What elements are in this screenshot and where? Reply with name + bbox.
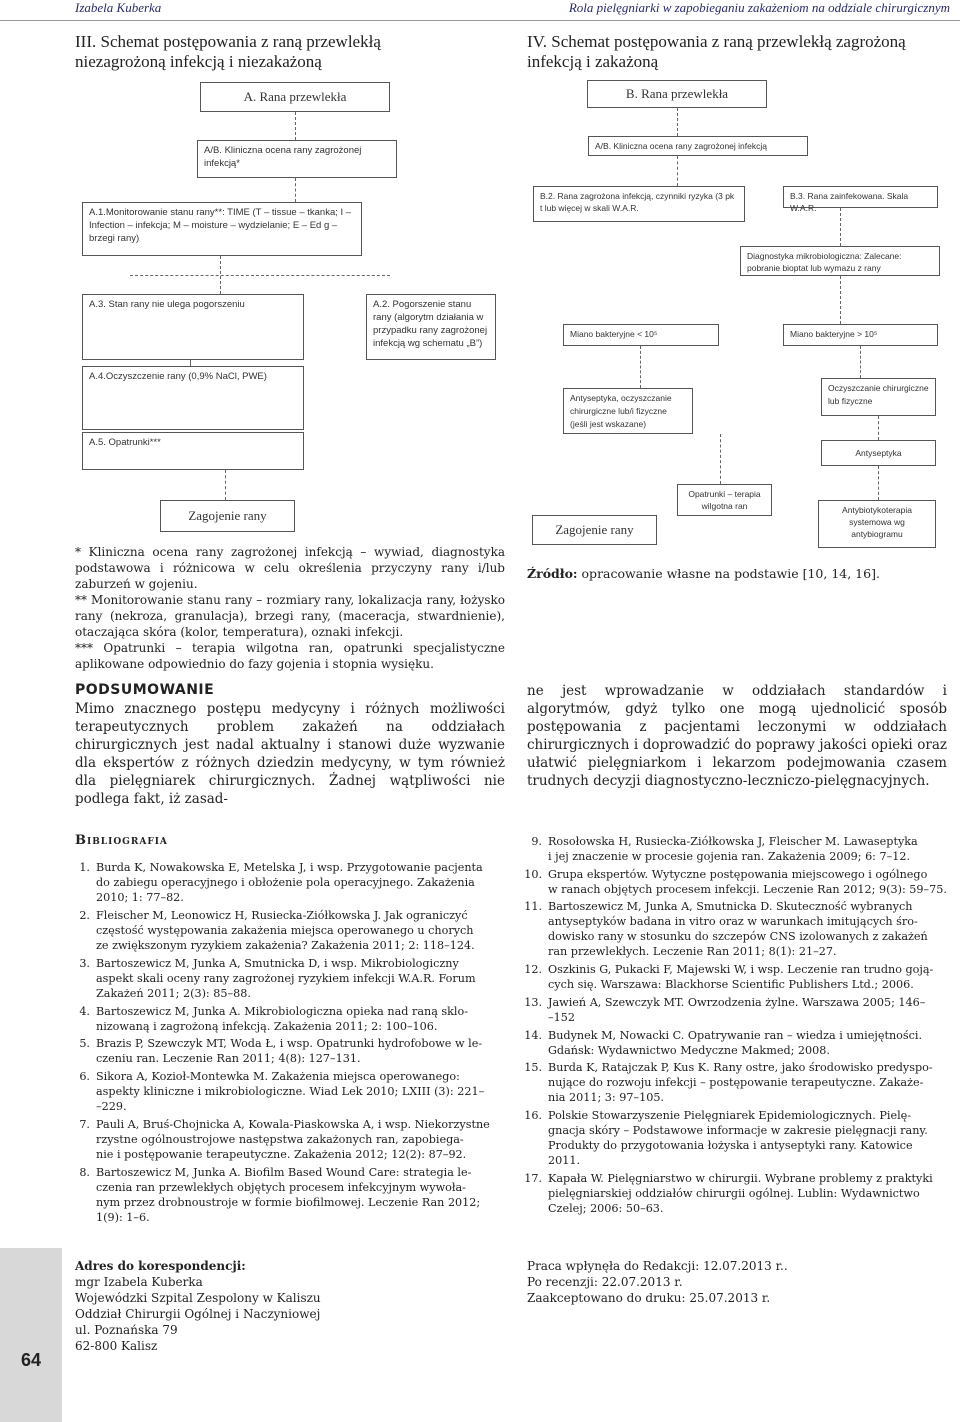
summary-title: PODSUMOWANIE (75, 682, 215, 698)
box-healing: Zagojenie rany (160, 500, 295, 532)
reference-line: antyseptyków badana in vitro oraz w warunkach imitujących śro- (548, 915, 918, 929)
reference-item (70, 956, 510, 1002)
reference-line: Produkty do przygotowania łożyska i antyseptyki rany. Katowice (548, 1139, 913, 1153)
reference-line: Oszkinis G, Pukacki F, Majewski W, i wsp. Leczenie ran trudno goją- (548, 963, 934, 977)
reference-number: 12. (524, 963, 542, 977)
box-surgical-cleansing: Oczyszczanie chirurgiczne lub fizyczne (821, 378, 936, 416)
reference-line: nia 2011; 3: 97–105. (548, 1091, 664, 1105)
reference-line: Fleischer M, Leonowicz H, Rusiecka-Ziółkowska J. Jak ograniczyć (96, 908, 468, 922)
reference-line: Sikora A, Kozioł-Montewka M. Zakażenia miejsca operowanego: (96, 1069, 460, 1083)
reference-line: Burda K, Ratajczak P, Kus K. Rany ostre, jako środowisko predyspo- (548, 1061, 933, 1075)
reference-line: –152 (548, 1011, 575, 1024)
reference-number: 3. (79, 956, 90, 970)
reference-line: ze zwiększonym ryzykiem zakażenia? Zakażenia 2011; 2: 118–124. (96, 938, 475, 952)
footnote-1: * Kliniczna ocena rany zagrożonej infekcją – wywiad, diagnostyka podstawowa i różnicowa w celu określenia przyczyny rany i/lub zaburzeń w gojeniu. (75, 545, 505, 591)
reference-item (70, 1069, 510, 1115)
box-antiseptics-cleansing: Antyseptyka, oczyszczanie chirurgiczne lub/i fizyczne (jeśli jest wskazane) (563, 388, 693, 434)
reference-item (522, 867, 952, 898)
correspondence-block (75, 1258, 495, 1354)
reference-number: 7. (79, 1117, 90, 1131)
reference-item (522, 1028, 952, 1059)
connector (295, 178, 297, 202)
address-line: 62-800 Kalisz (75, 1339, 158, 1353)
box-antiseptics: Antyseptyka (821, 440, 936, 466)
box-a4-cleansing: A.4.Oczyszczenie rany (0,9% NaCl, PWE) (82, 366, 304, 430)
box-a3-no-deterioration: A.3. Stan rany nie ulega pogorszeniu (82, 294, 304, 360)
box-microbiology: Diagnostyka mikrobiologiczna: Zalecane: pobranie bioptat lub wymazu z rany (740, 246, 940, 276)
box-ab-clinical-assessment-right: A/B. Kliniczna ocena rany zagrożonej infekcją (588, 136, 808, 156)
reference-line: Polskie Stowarzyszenie Pielęgniarek Epidemiologicznych. Pielę- (548, 1109, 912, 1123)
figure-source (527, 566, 947, 582)
footnotes (75, 544, 505, 672)
summary-text-right: ne jest wprowadzanie w oddziałach standardów i algorytmów, gdyż tylko one mogą ujednolicić sposób postępowania z pacjentami leczonymi w oddziałach chirurgicznych i doprowadzić do poprawy jakości opieki oraz ułatwić pielęgniarkom i lekarzom podejmowania czasem trudnych decyzji diagnostyczno-leczniczo-pielęgnacyjnych. (527, 683, 947, 789)
reference-number: 9. (531, 835, 542, 848)
connector (130, 275, 390, 277)
box-ab-clinical-assessment: A/B. Kliniczna ocena rany zagrożonej infekcją* (197, 140, 397, 178)
reference-line: częstość występowania zakażenia miejsca operowanego u chorych (96, 923, 474, 937)
box-b2-risk-wound: B.2. Rana zagrożona infekcją, czynniki ryzyka (3 pk t lub więcej w skali W.A.R. (533, 186, 745, 222)
connector (677, 108, 679, 136)
reference-number: 17. (524, 1172, 542, 1186)
reference-item (522, 995, 952, 1026)
reference-line: i jej znaczenie w procesie gojenia ran. Zakażenia 2009; 6: 7–12. (548, 850, 911, 863)
reference-line: Grupa ekspertów. Wytyczne postępowania miejscowego i ogólnego (548, 867, 928, 881)
reference-line: –229. (96, 1099, 127, 1113)
reference-number: 14. (524, 1028, 542, 1042)
reference-item (522, 899, 952, 960)
page-number: 64 (20, 1350, 42, 1370)
box-a2-deterioration: A.2. Pogorszenie stanu rany (algorytm działania w przypadku rany zagrożonej infekcją wg schematu „B”) (366, 294, 496, 360)
connector (225, 470, 227, 500)
reference-line: Rosołowska H, Rusiecka-Ziółkowska J, Fleischer M. Lawaseptyka (548, 835, 918, 848)
reference-number: 13. (524, 996, 542, 1009)
reference-number: 2. (79, 908, 90, 922)
reference-number: 10. (524, 867, 542, 881)
connector (677, 156, 679, 186)
summary-text-left: Mimo znacznego postępu medycyny i różnych możliwości terapeutycznych problem zakażeń na oddziałach chirurgicznych jest nadal aktualny i stanowi duże wyzwanie dla ekspertów z różnych dziedzin medycyny, w tym również dla pielęgniarek chirurgicznych. Żadnej wątpliwości nie podlega fakt, iż zasad- (75, 701, 505, 807)
connector (295, 112, 297, 140)
reference-item (70, 1004, 510, 1035)
reference-number: 6. (79, 1069, 90, 1083)
address-line: Oddział Chirurgii Ogólnej i Naczyniowej (75, 1307, 321, 1321)
reference-line: Bartoszewicz M, Junka A. Mikrobiologiczna opieka nad raną sklo- (96, 1004, 469, 1018)
reference-item (70, 908, 510, 954)
reference-item (70, 860, 510, 906)
reference-line: Bartoszewicz M, Junka A, Smutnicka D. Skuteczność wybranych (548, 900, 913, 914)
reference-line: nizowaną i zagrożoną infekcją. Zakażenia 2011; 2: 100–106. (96, 1019, 438, 1033)
reference-number: 11. (524, 900, 542, 914)
connector (840, 208, 842, 246)
address-line: ul. Poznańska 79 (75, 1323, 178, 1337)
reference-line: Czelej; 2006: 50–63. (548, 1202, 664, 1216)
reference-item (522, 1060, 952, 1106)
reference-item (70, 1117, 510, 1163)
date-line: Zaakceptowano do druku: 25.07.2013 r. (527, 1291, 771, 1305)
reference-line: Bartoszewicz M, Junka A, Smutnicka D, i wsp. Mikrobiologiczny (96, 956, 459, 970)
header-divider (0, 20, 960, 21)
reference-number: 5. (79, 1037, 90, 1051)
reference-line: Kapała W. Pielęgniarstwo w chirurgii. Wybrane problemy z praktyki (548, 1172, 933, 1186)
reference-line: pielęgniarskiej oddziałów chirurgii ogólnej. Lublin: Wydawnictwo (548, 1187, 920, 1201)
left-scheme-title: III. Schemat postępowania z raną przewlekłą niezagrożoną infekcją i niezakażoną (75, 32, 381, 71)
connector (878, 416, 880, 440)
reference-line: czenia ran przewlekłych objętych procesem infekcyjnym wywoła- (96, 1180, 466, 1194)
source-text: opracowanie własne na podstawie [10, 14, 16]. (577, 566, 880, 581)
reference-line: do zabiegu operacyjnego i obłożenie pola operacyjnego. Zakażenia (96, 876, 475, 889)
connector (640, 346, 642, 388)
reference-item (70, 1165, 510, 1226)
reference-item (70, 1036, 510, 1067)
running-header-author: Izabela Kuberka (75, 0, 162, 15)
reference-line: nujące do rozwoju infekcji – postępowanie terapeutyczne. Zakaże- (548, 1076, 924, 1090)
reference-line: gnacja skóry – Podstawowe informacje w zakresie pielęgnacji rany. (548, 1124, 928, 1138)
reference-line: Pauli A, Bruś-Chojnicka A, Kowala-Piaskowska A, i wsp. Niekorzystne (96, 1117, 490, 1131)
reference-line: Gdańsk: Wydawnictwo Medyczne Makmed; 2008. (548, 1043, 830, 1057)
box-a-chronic-wound: A. Rana przewlekła (200, 82, 390, 112)
reference-line: czeniu ran. Leczenie Ran 2011; 4(8): 127–131. (96, 1052, 361, 1066)
connector (878, 466, 880, 500)
box-systemic-antibiotics: Antybiotykoterapia systemowa wg antybiogramu (818, 500, 936, 548)
running-header-title: Rola pielęgniarki w zapobieganiu zakażeniom na oddziale chirurgicznym (568, 0, 950, 15)
reference-line: cych się. Warszawa: Blackhorse Scientific Publishers Ltd.; 2006. (548, 978, 914, 992)
reference-line: aspekt skali oceny rany zagrożonej ryzykiem infekcji W.A.R. Forum (96, 971, 476, 985)
box-healing-right: Zagojenie rany (532, 515, 657, 545)
reference-number: 16. (524, 1109, 542, 1123)
date-line: Praca wpłynęła do Redakcji: 12.07.2013 r.. (527, 1259, 788, 1273)
reference-number: 4. (79, 1004, 90, 1018)
footnote-2: ** Monitorowanie stanu rany – rozmiary rany, lokalizacja rany, łożysko rany (nekroza, granulacja), brzegi rany, (maceracja, stwardnienie), otaczająca skóra (kolor, temperatura), oznaki infekcji. (75, 593, 505, 639)
reference-line: Budynek M, Nowacki C. Opatrywanie ran – wiedza i umiejętności. (548, 1028, 923, 1042)
dates-block (527, 1258, 947, 1306)
connector (840, 276, 842, 324)
reference-line: 2011. (548, 1154, 581, 1168)
connector (720, 434, 722, 484)
reference-line: aspekty kliniczne i mikrobiologiczne. Wiad Lek 2010; LXIII (3): 221– (96, 1084, 485, 1098)
correspondence-title: Adres do korespondencji: (75, 1259, 246, 1273)
reference-line: Burda K, Nowakowska E, Metelska J, i wsp. Przygotowanie pacjenta (96, 861, 483, 874)
box-moist-dressings: Opatrunki – terapia wilgotna ran (677, 484, 772, 516)
reference-item (522, 1108, 952, 1169)
box-a1-monitoring: A.1.Monitorowanie stanu rany**: TIME (T – tissue – tkanka; I – Infection – infekcja; M – moisture – wydzielanie; E – Ed g – brzegi rany) (82, 202, 362, 256)
box-a5-dressings: A.5. Opatrunki*** (82, 432, 304, 470)
box-bacterial-high: Miano bakteryjne > 10⁵ (783, 324, 938, 346)
reference-number: 15. (524, 1061, 542, 1075)
reference-line: rzystne ogólnoustrojowe następstwa zakażonych ran, zapobiega- (96, 1132, 464, 1146)
reference-number: 1. (79, 861, 90, 874)
reference-line: ran przewlekłych. Leczenie Ran 2011; 8(1): 21–27. (548, 945, 837, 959)
reference-line: 1(9): 1–6. (96, 1210, 150, 1224)
reference-line: w ranach objętych procesem infekcji. Leczenie Ran 2012; 9(3): 59–75. (548, 882, 947, 896)
address-line: mgr Izabela Kuberka (75, 1275, 203, 1289)
reference-line: Zakażeń 2011; 2(3): 85–88. (96, 986, 251, 1000)
reference-line: nie i postępowanie terapeutyczne. Zakażenia 2012; 12(2): 87–92. (96, 1147, 467, 1161)
page-sidebar (0, 1248, 62, 1422)
reference-item (522, 962, 952, 993)
reference-number: 8. (79, 1165, 90, 1179)
reference-line: nym przez drobnoustroje w formie biofilmowej. Leczenie Ran 2012; (96, 1195, 481, 1209)
bibliography-title: Bibliografia (75, 833, 168, 848)
reference-line: Jawień A, Szewczyk MT. Owrzodzenia żylne. Warszawa 2005; 146– (548, 996, 926, 1009)
reference-line: 2010; 1: 77–82. (96, 891, 184, 904)
box-b3-infected-wound: B.3. Rana zainfekowana. Skala W.A.R. (783, 186, 938, 208)
reference-item (522, 1171, 952, 1217)
footnote-3: *** Opatrunki – terapia wilgotna ran, opatrunki specjalistyczne aplikowane odpowiednio do fazy gojenia i stopnia wysięku. (75, 641, 505, 671)
address-line: Wojewódzki Szpital Zespolony w Kaliszu (75, 1291, 321, 1305)
right-scheme-title: IV. Schemat postępowania z raną przewlekłą zagrożoną infekcją i zakażoną (527, 32, 906, 71)
reference-line: Bartoszewicz M, Junka A. Biofilm Based Wound Care: strategia le- (96, 1165, 472, 1179)
box-bacterial-low: Miano bakteryjne < 10⁵ (563, 324, 719, 346)
reference-line: dowisko rany w stosunku do szczepów CNS izolowanych z zakażeń (548, 930, 928, 944)
source-label: Źródło: (527, 566, 578, 581)
connector (860, 346, 862, 378)
reference-line: Brazis P, Szewczyk MT, Woda Ł, i wsp. Opatrunki hydrofobowe w le- (96, 1037, 483, 1051)
box-b-chronic-wound: B. Rana przewlekła (587, 80, 767, 108)
reference-item (522, 834, 952, 865)
date-line: Po recenzji: 22.07.2013 r. (527, 1275, 683, 1289)
